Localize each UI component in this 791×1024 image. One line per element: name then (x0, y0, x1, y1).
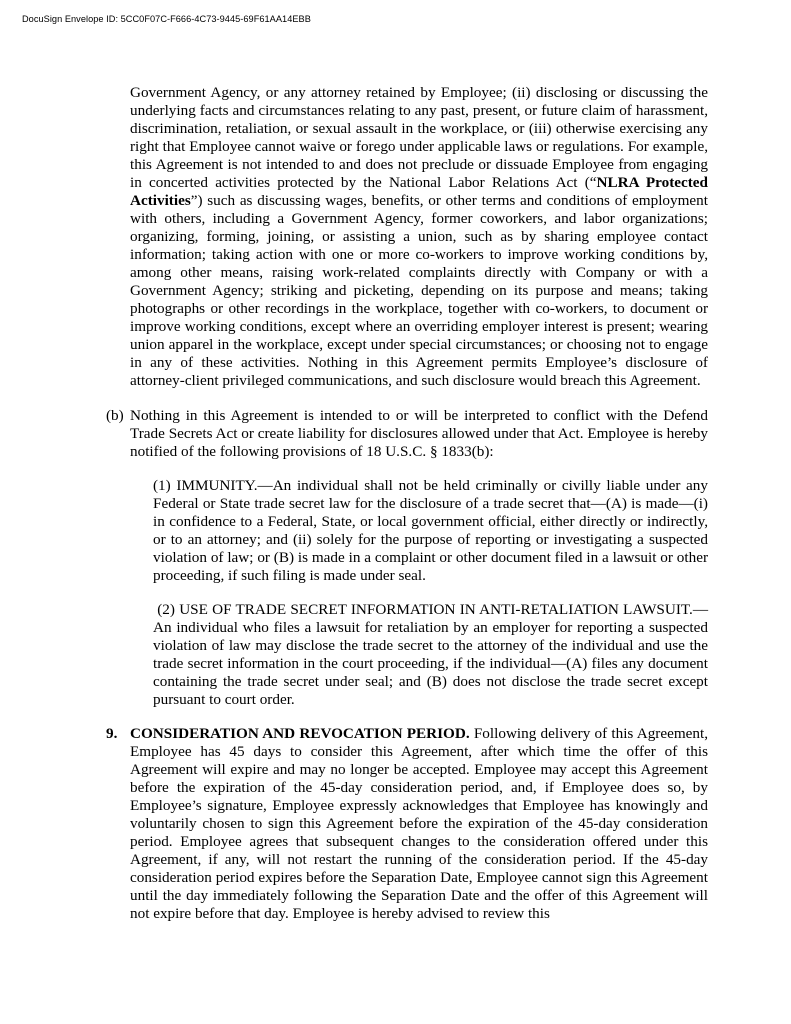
section-9 (106, 725, 708, 923)
section-9-number: 9. (106, 725, 118, 742)
immunity-provision: (1) IMMUNITY.—An individual shall not be held criminally or civilly liable under any Federal or State trade secret law for the disclosure of a trade secret that—(A) is made—(i) in confidence to a Federal, State, or local government official, either directly or indirectly, or to an attorney; and (ii) solely for the purpose of reporting or investigating a suspected violation of law; or (B) is made in a complaint or other document filed in a lawsuit or other proceeding, if such filing is made under seal. (153, 477, 708, 584)
nlra-defined-term: NLRA Protected Activities (130, 174, 708, 209)
section-9-heading: CONSIDERATION AND REVOCATION PERIOD. (130, 725, 470, 742)
envelope-id: DocuSign Envelope ID: 5CC0F07C-F666-4C73-9445-69F61AA14EBB (22, 14, 311, 24)
anti-retaliation-provision: (2) USE OF TRADE SECRET INFORMATION IN ANTI-RETALIATION LAWSUIT.—An individual who files a lawsuit for retaliation by an employer for reporting a suspected violation of law may disclose the trade secret to the attorney of the individual and use the trade secret information in the court proceeding, if the individual—(A) files any document containing the trade secret under seal; and (B) does not disclose the trade secret except pursuant to court order. (153, 601, 712, 708)
item-b-label: (b) (106, 407, 124, 424)
continuation-text-1: Government Agency, or any attorney retained by Employee; (ii) disclosing or discussing the underlying facts and circumstances relating to any past, present, or future claim of harassment, discrimination, retaliation, or sexual assault in the workplace, or (iii) otherwise exercising any right that Employee cannot waive or forego under applicable laws or regulations. For example, this Agreement is not intended to and does not preclude or dissuade Employee from engaging in concerted activities protected by the National Labor Relations Act (“ (130, 84, 708, 191)
continuation-text-2: ”) such as discussing wages, benefits, or other terms and conditions of employment with others, including a Government Agency, former coworkers, and labor organizations; organizing, forming, joining, or assisting a union, such as by sharing employee contact information; taking action with one or more co-workers to improve working conditions by, among other means, raising work-related complaints directly with Company or with a Government Agency; striking and picketing, depending on its purpose and means; taking photographs or other recordings in the workplace, together with co-workers, to document or improve working conditions, except where an overriding employer interest is present; wearing union apparel in the workplace, except under special circumstances; or choosing not to engage in any of these activities. Nothing in this Agreement permits Employee’s disclosure of attorney-client privileged communications, and such disclosure would breach this Agreement. (130, 192, 708, 389)
item-b-text: Nothing in this Agreement is intended to or will be interpreted to conflict with the Defend Trade Secrets Act or create liability for disclosures allowed under that Act. Employee is hereby notified of the following provisions of 18 U.S.C. § 1833(b): (130, 407, 708, 460)
document-body (0, 84, 791, 923)
item-b (106, 407, 708, 461)
section-9-text: Following delivery of this Agreement, Employee has 45 days to consider this Agreement, after which time the offer of this Agreement will expire and may no longer be accepted. Employee may accept this Agreement before the expiration of the 45-day consideration period, and, if Employee does so, by Employee’s signature, Employee expressly acknowledges that Employee has knowingly and voluntarily chosen to sign this Agreement before the expiration of the 45-day consideration period. Employee agrees that subsequent changes to the consideration offered under this Agreement, if any, will not restart the running of the consideration period. If the 45-day consideration period expires before the Separation Date, Employee cannot sign this Agreement until the day immediately following the Separation Date and the offer of this Agreement will not expire before that day. Employee is hereby advised to review this (130, 725, 708, 922)
section-9-paragraph (130, 725, 708, 923)
continuation-paragraph (130, 84, 708, 390)
